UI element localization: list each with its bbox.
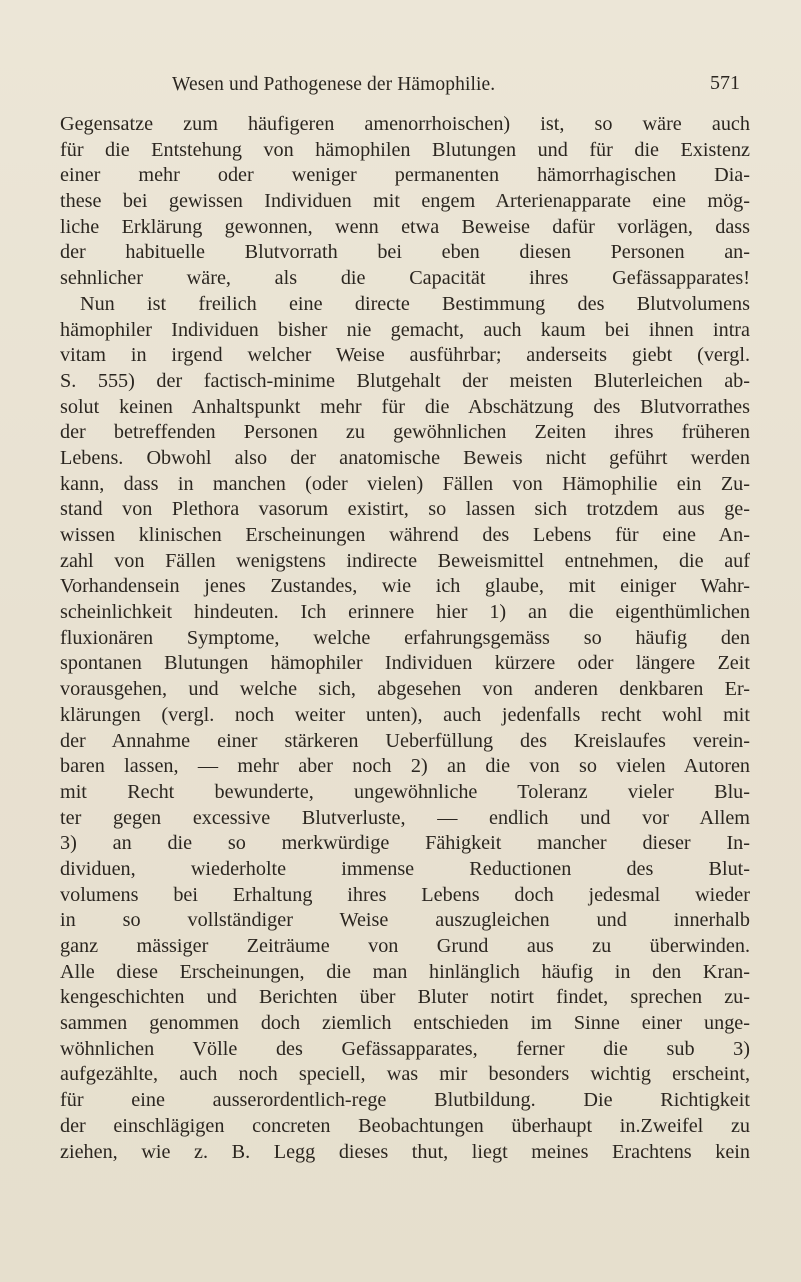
text-line: wissen klinischen Erscheinungen während des Lebens für eine An- bbox=[60, 524, 750, 546]
text-line: scheinlichkeit hindeuten. Ich erinnere hier 1) an die eigenthümlichen bbox=[60, 601, 750, 624]
text-line: ziehen, wie z. B. Legg dieses thut, liegt meines Erachtens kein bbox=[60, 1140, 750, 1163]
text-line: mit Recht bewunderte, ungewöhnliche Toleranz vieler Blu- bbox=[60, 780, 750, 803]
text-line: wöhnlichen Völle des Gefässapparates, ferner die sub 3) bbox=[60, 1037, 750, 1060]
text-line: der einschlägigen concreten Beobachtungen überhaupt in.Zweifel zu bbox=[60, 1114, 750, 1137]
page-number: 571 bbox=[710, 72, 740, 94]
text-line: Gegensatze zum häufigeren amenorrhoischen) ist, so wäre auch bbox=[60, 113, 750, 135]
text-line: der habituelle Blutvorrath bei eben diesen Personen an- bbox=[60, 241, 750, 264]
text-line: sammen genommen doch ziemlich entschieden im Sinne einer unge- bbox=[60, 1012, 750, 1035]
text-line: für eine ausserordentlich-rege Blutbildung. Die Richtigkeit bbox=[60, 1089, 750, 1112]
text-line: S. 555) der factisch-minime Blutgehalt der meisten Bluterleichen ab- bbox=[60, 369, 750, 392]
text-line: der Annahme einer stärkeren Ueberfüllung des Kreislaufes verein- bbox=[60, 729, 750, 752]
text-line: vorausgehen, und welche sich, abgesehen von anderen denkbaren Er- bbox=[60, 678, 750, 701]
text-line: hämophiler Individuen bisher nie gemacht, auch kaum bei ihnen intra bbox=[60, 318, 750, 341]
text-line: stand von Plethora vasorum existirt, so lassen sich trotzdem aus ge- bbox=[60, 498, 750, 521]
text-line: der betreffenden Personen zu gewöhnlichen Zeiten ihres früheren bbox=[60, 421, 750, 444]
text-line: kengeschichten und Berichten über Bluter notirt findet, sprechen zu- bbox=[60, 986, 750, 1009]
text-line: Lebens. Obwohl also der anatomische Beweis nicht geführt werden bbox=[60, 446, 750, 469]
text-line: zahl von Fällen wenigstens indirecte Beweismittel entnehmen, die auf bbox=[60, 549, 750, 572]
running-head bbox=[60, 74, 740, 102]
text-line: fluxionären Symptome, welche erfahrungsgemäss so häufig den bbox=[60, 626, 750, 649]
text-line: baren lassen, — mehr aber noch 2) an die von so vielen Autoren bbox=[60, 755, 750, 778]
text-line: vitam in irgend welcher Weise ausführbar; anderseits giebt (vergl. bbox=[60, 344, 750, 367]
text-line: klärungen (vergl. noch weiter unten), auch jedenfalls recht wohl mit bbox=[60, 703, 750, 726]
text-line: aufgezählte, auch noch speciell, was mir besonders wichtig erscheint, bbox=[60, 1063, 750, 1086]
text-line: in so vollständiger Weise auszugleichen und innerhalb bbox=[60, 909, 750, 932]
text-line: einer mehr oder weniger permanenten hämorrhagischen Dia- bbox=[60, 164, 750, 187]
text-line: Alle diese Erscheinungen, die man hinlänglich häufig in den Kran- bbox=[60, 960, 750, 983]
text-line: Nun ist freilich eine directe Bestimmung des Blutvolumens bbox=[80, 292, 750, 315]
text-line: ganz mässiger Zeiträume von Grund aus zu überwinden. bbox=[60, 935, 750, 957]
text-line: these bei gewissen Individuen mit engem Arterienapparate eine mög- bbox=[60, 190, 750, 213]
text-line: kann, dass in manchen (oder vielen) Fällen von Hämophilie ein Zu- bbox=[60, 472, 750, 495]
text-line: solut keinen Anhaltspunkt mehr für die Abschätzung des Blutvorrathes bbox=[60, 395, 750, 418]
text-line: für die Entstehung von hämophilen Blutungen und für die Existenz bbox=[60, 138, 750, 161]
text-line: ter gegen excessive Blutverluste, — endlich und vor Allem bbox=[60, 806, 750, 829]
text-line: 3) an die so merkwürdige Fähigkeit mancher dieser In- bbox=[60, 832, 750, 855]
text-line: dividuen, wiederholte immense Reductionen des Blut- bbox=[60, 857, 750, 880]
body-text bbox=[60, 112, 750, 1165]
text-line: spontanen Blutungen hämophiler Individuen kürzere oder längere Zeit bbox=[60, 652, 750, 675]
text-line: sehnlicher wäre, als die Capacität ihres Gefässapparates! bbox=[60, 267, 750, 290]
text-line: volumens bei Erhaltung ihres Lebens doch jedesmal wieder bbox=[60, 883, 750, 906]
text-line: Vorhandensein jenes Zustandes, wie ich glaube, mit einiger Wahr- bbox=[60, 575, 750, 598]
text-line: liche Erklärung gewonnen, wenn etwa Beweise dafür vorlägen, dass bbox=[60, 215, 750, 238]
running-title: Wesen und Pathogenese der Hämophilie. bbox=[172, 74, 496, 95]
